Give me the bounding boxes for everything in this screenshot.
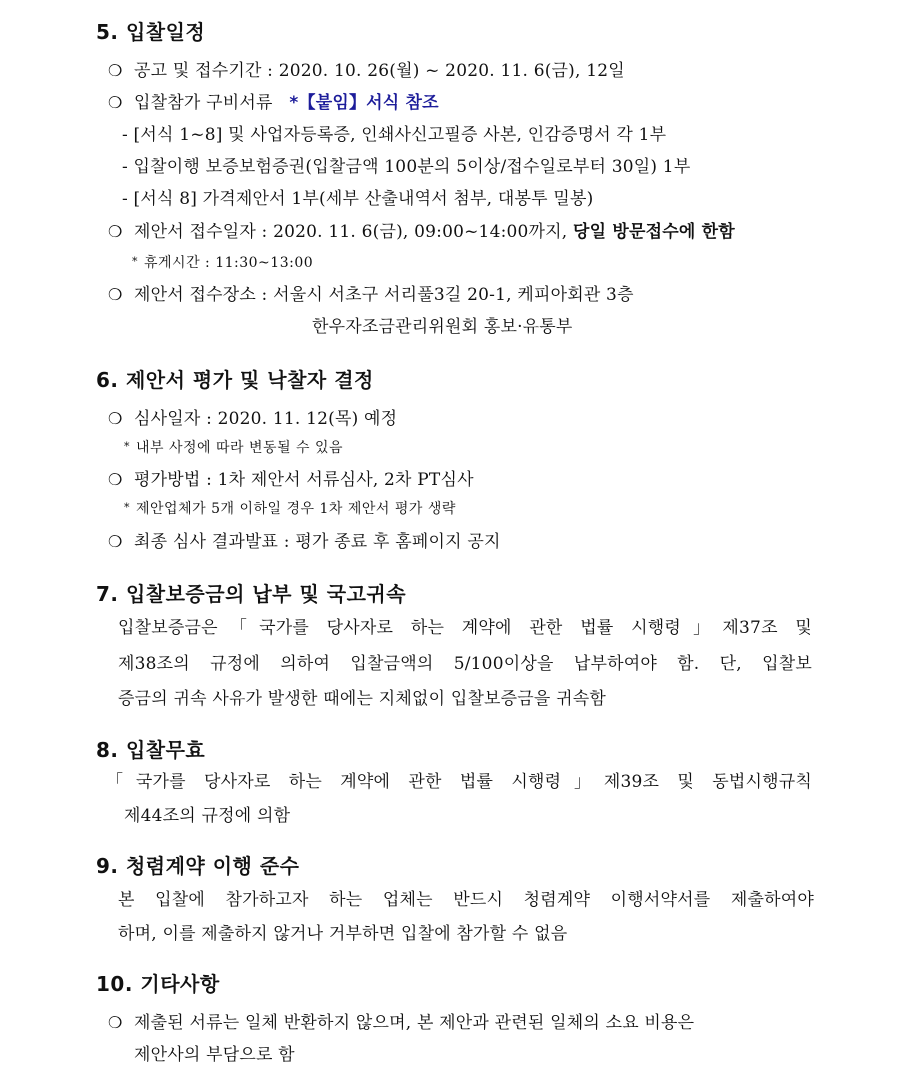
submit-place-text: 제안서 접수장소 : 서울시 서초구 서리풀3길 20-1, 케피아회관 3층: [134, 285, 634, 305]
s7-line-2: 제38조의 규정에 의하여 입찰금액의 5/100이상을 납부하여야 함. 단, 입찰보: [118, 654, 812, 674]
break-time-text: 휴게시간 : 11:30~13:00: [144, 255, 314, 271]
review-note-1-text: 내부 사정에 따라 변동될 수 있음: [136, 440, 344, 456]
asterisk-icon: *: [132, 255, 138, 268]
result-text: 최종 심사 결과발표 : 평가 종료 후 홈페이지 공지: [134, 532, 501, 552]
bullet-icon: ❍: [108, 285, 123, 304]
s9-line-2: 하며, 이를 제출하지 않거나 거부하면 입찰에 참가할 수 없음: [118, 924, 568, 944]
bullet-icon: ❍: [108, 1013, 123, 1032]
s8-line-2: 제44조의 규정에 의함: [124, 806, 291, 826]
asterisk-icon: *: [124, 440, 130, 453]
review-note-1: [124, 437, 343, 457]
section-6-title: 6. 제안서 평가 및 낙찰자 결정: [96, 368, 374, 392]
submit-place-line: [108, 280, 634, 305]
review-date-line: [108, 404, 397, 429]
submit-date-text: 제안서 접수일자 : 2020. 11. 6(금), 09:00~14:00까지,: [134, 222, 568, 242]
docs-sub-1: - [서식 1~8] 및 사업자등록증, 인쇄사신고필증 사본, 인감증명서 각 1부: [122, 125, 667, 145]
s7-line-3: 증금의 귀속 사유가 발생한 때에는 지체없이 입찰보증금을 귀속함: [118, 689, 607, 709]
section-5-title: 5. 입찰일정: [96, 20, 206, 44]
section-7-title: 7. 입찰보증금의 납부 및 국고귀속: [96, 582, 407, 606]
s10-line-1-row: [108, 1008, 814, 1033]
method-line: [108, 465, 474, 490]
bullet-icon: ❍: [108, 470, 123, 489]
docs-sub-2: - 입찰이행 보증보험증권(입찰금액 100분의 5이상/접수일로부터 30일) 1부: [122, 157, 691, 177]
period-line: [108, 56, 625, 81]
bullet-icon: ❍: [108, 61, 123, 80]
review-date-text: 심사일자 : 2020. 11. 12(목) 예정: [134, 409, 398, 429]
docs-reference: *【붙임】서식 참조: [289, 93, 439, 113]
bullet-icon: ❍: [108, 409, 123, 428]
section-10-title: 10. 기타사항: [96, 972, 220, 996]
submit-place-dept: 한우자조금관리위원회 홍보·유통부: [312, 317, 573, 337]
section-8-title: 8. 입찰무효: [96, 738, 206, 762]
docs-sub-3: - [서식 8] 가격제안서 1부(세부 산출내역서 첨부, 대봉투 밀봉): [122, 189, 594, 209]
s7-line-1: 입찰보증금은「국가를 당사자로 하는 계약에 관한 법률 시행령」제37조 및: [118, 618, 812, 638]
docs-label: 입찰참가 구비서류: [134, 93, 273, 113]
bullet-icon: ❍: [108, 222, 123, 241]
s8-line-1: 「국가를 당사자로 하는 계약에 관한 법률 시행령」제39조 및 동법시행규칙: [106, 772, 812, 792]
asterisk-icon: *: [124, 501, 130, 514]
submit-date-emphasis: 당일 방문접수에 한함: [573, 222, 735, 242]
period-text: 공고 및 접수기간 : 2020. 10. 26(월) ~ 2020. 11. 6(금), 12일: [134, 61, 625, 81]
bullet-icon: ❍: [108, 93, 123, 112]
submit-date-line: [108, 217, 735, 242]
result-line: [108, 527, 501, 552]
review-note-2-text: 제안업체가 5개 이하일 경우 1차 제안서 평가 생략: [136, 501, 456, 517]
method-text: 평가방법 : 1차 제안서 서류심사, 2차 PT심사: [134, 470, 474, 490]
s10-line-2: 제안사의 부담으로 함: [134, 1045, 295, 1065]
break-note: [132, 252, 313, 272]
review-note-2: [124, 498, 456, 518]
bullet-icon: ❍: [108, 532, 123, 551]
s9-line-1: 본 입찰에 참가하고자 하는 업체는 반드시 청렴계약 이행서약서를 제출하여야: [118, 890, 814, 910]
s10-line-1: 제출된 서류는 일체 반환하지 않으며, 본 제안과 관련된 일체의 소요 비용은: [134, 1013, 695, 1033]
section-9-title: 9. 청렴계약 이행 준수: [96, 854, 300, 878]
docs-line: [108, 88, 439, 113]
